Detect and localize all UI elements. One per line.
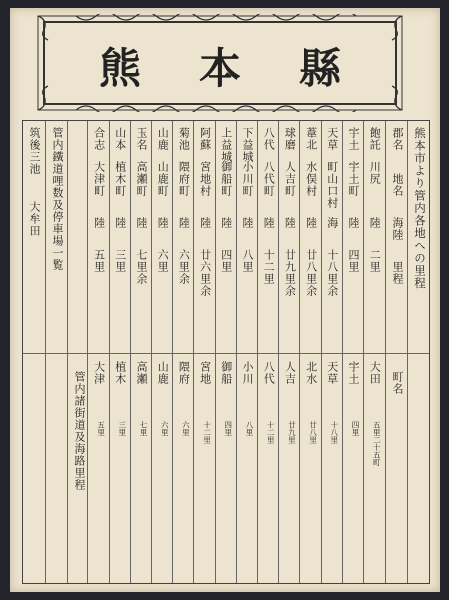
cell-place: 八代町 <box>262 161 276 197</box>
note-chikugo: 筑後三池 <box>28 127 41 175</box>
page-title: 熊本縣 <box>98 44 399 93</box>
cell-gun: 下益城 <box>240 127 254 163</box>
col-land-label: 地名 <box>391 173 404 197</box>
cell-gun: 合志 <box>92 127 106 151</box>
table-row <box>193 121 215 583</box>
cell-sub: 六里 <box>160 421 170 436</box>
table-row <box>172 121 194 583</box>
distance-table <box>22 120 430 584</box>
cell-gun: 菊池 <box>177 127 191 151</box>
railway-column <box>45 121 68 583</box>
cell-sub: 十八里 <box>329 421 339 444</box>
cell-place: 宮地村 <box>198 161 212 197</box>
cell-gun: 飽託 <box>368 127 382 151</box>
cell-place: 町山口村 <box>325 161 339 209</box>
cell-place: 大津町 <box>92 161 106 197</box>
table-row <box>109 121 131 583</box>
cell-dist: 十八里余 <box>325 249 339 297</box>
cell-place: 川尻 <box>368 161 382 185</box>
cell-sea: 陸 <box>113 217 127 229</box>
cell-sub: 三里 <box>117 421 127 436</box>
cell-town: 山鹿 <box>156 361 170 385</box>
cell-sea: 陸 <box>92 217 106 229</box>
table-row <box>236 121 258 583</box>
cell-place: 御船町 <box>219 161 233 197</box>
col-dist-label: 里程 <box>391 261 404 285</box>
cell-sub: 六里 <box>181 421 191 436</box>
cell-sub: 廿九里 <box>287 421 297 444</box>
table-row <box>342 121 364 583</box>
table-row <box>87 121 109 583</box>
cell-town: 人吉 <box>283 361 297 385</box>
notes-column <box>23 121 45 583</box>
cell-place: 山鹿町 <box>156 161 170 197</box>
cell-sub: 四里 <box>350 421 360 436</box>
cell-sub: 五里二十五町 <box>372 421 382 466</box>
cell-gun: 宇土 <box>346 127 360 151</box>
cell-town: 天草 <box>325 361 339 385</box>
col-town-label: 町名 <box>391 371 404 395</box>
cell-place: 隈府町 <box>177 161 191 197</box>
cell-gun: 八代 <box>262 127 276 151</box>
col-sea-label: 海陸 <box>391 217 404 241</box>
postcard <box>10 8 440 592</box>
cell-dist: 三里 <box>113 249 127 273</box>
cell-dist: 廿九里余 <box>283 249 297 297</box>
cell-town: 宮地 <box>198 361 212 385</box>
cell-sea: 陸 <box>134 217 148 229</box>
cell-town: 大津 <box>92 361 106 385</box>
cell-dist: 廿六里余 <box>198 249 212 297</box>
header-column <box>407 121 430 583</box>
table-row <box>278 121 300 583</box>
cell-gun: 上益城 <box>219 127 233 163</box>
cell-place: 高瀬町 <box>134 161 148 197</box>
table-row <box>130 121 152 583</box>
cell-gun: 天草 <box>325 127 339 151</box>
cell-place: 小川町 <box>240 161 254 197</box>
cell-dist: 四里 <box>346 249 360 273</box>
table-row <box>257 121 279 583</box>
table-row <box>215 121 237 583</box>
cell-dist: 六里余 <box>177 249 191 285</box>
cell-dist: 四里 <box>219 249 233 273</box>
cell-sea: 陸 <box>219 217 233 229</box>
railway-heading: 管内鐵道哩数及停車場一覧 <box>51 127 64 271</box>
cell-place: 植木町 <box>113 161 127 197</box>
cell-dist: 廿八里余 <box>304 249 318 297</box>
cell-sea: 陸 <box>368 217 382 229</box>
cell-gun: 玉名 <box>134 127 148 151</box>
cell-town: 大田 <box>368 361 382 385</box>
cell-town: 隈府 <box>177 361 191 385</box>
cell-sea: 陸 <box>177 217 191 229</box>
cell-sea: 陸 <box>240 217 254 229</box>
cell-place: 人吉町 <box>283 161 297 197</box>
cell-place: 宇土町 <box>346 161 360 197</box>
cell-town: 宇土 <box>346 361 360 385</box>
cell-sea: 陸 <box>198 217 212 229</box>
cell-dist: 五里 <box>92 249 106 273</box>
cell-sub: 八里 <box>244 421 254 436</box>
cell-sub: 廿八里 <box>308 421 318 444</box>
cell-sea: 陸 <box>283 217 297 229</box>
cell-town: 植木 <box>113 361 127 385</box>
cell-town: 小川 <box>240 361 254 385</box>
divider-line <box>23 353 429 354</box>
cell-town: 高瀬 <box>134 361 148 385</box>
cell-gun: 葦北 <box>304 127 318 151</box>
table-row <box>363 121 385 583</box>
cell-dist: 六里 <box>156 249 170 273</box>
table-row <box>151 121 173 583</box>
col-gun-label: 郡名 <box>391 127 404 151</box>
cell-gun: 阿蘇 <box>198 127 212 151</box>
cell-sea: 陸 <box>262 217 276 229</box>
right-heading: 管内諸街道及海路里程 <box>73 371 86 491</box>
column-labels <box>385 121 408 583</box>
cell-dist: 七里余 <box>134 249 148 285</box>
table-heading: 熊本市より管内各地への里程 <box>413 127 427 290</box>
cell-place: 水俣村 <box>304 161 318 197</box>
cell-sub: 十二里 <box>266 421 276 444</box>
cell-sea: 陸 <box>346 217 360 229</box>
cell-dist: 十二里 <box>262 249 276 285</box>
title-banner <box>36 14 404 112</box>
right-heading-column <box>67 121 90 583</box>
table-row <box>321 121 343 583</box>
cell-dist: 二里 <box>368 249 382 273</box>
cell-sea: 海 <box>325 217 339 229</box>
cell-gun: 球磨 <box>283 127 297 151</box>
cell-sub: 五里 <box>96 421 106 436</box>
cell-sub: 四里 <box>223 421 233 436</box>
cell-sub: 十二里 <box>202 421 212 444</box>
table-row <box>299 121 321 583</box>
cell-gun: 山本 <box>113 127 127 151</box>
cell-town: 御船 <box>219 361 233 385</box>
cell-dist: 八里 <box>240 249 254 273</box>
cell-gun: 山鹿 <box>156 127 170 151</box>
note-omuta: 大牟田 <box>28 201 41 237</box>
cell-sub: 七里 <box>138 421 148 436</box>
cell-town: 北水 <box>304 361 318 385</box>
cell-sea: 陸 <box>156 217 170 229</box>
cell-town: 八代 <box>262 361 276 385</box>
cell-sea: 陸 <box>304 217 318 229</box>
